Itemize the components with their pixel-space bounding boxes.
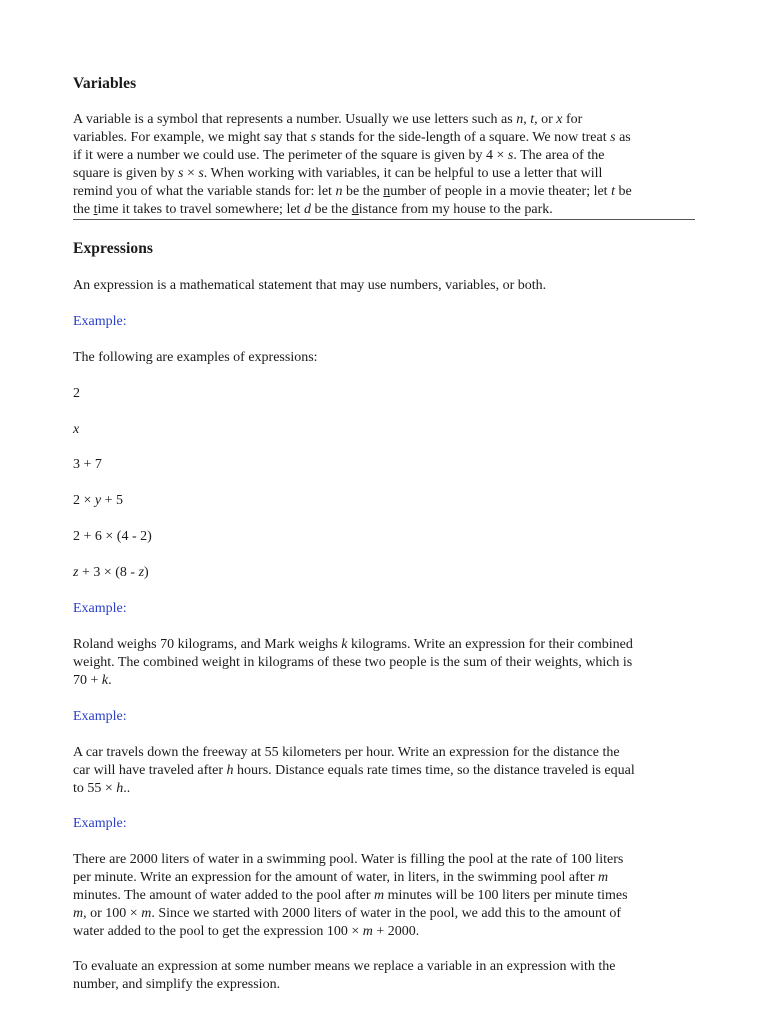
paragraph-line: m, or 100 × m. Since we started with 2000 liters of water in the pool, we add this to the amount of: [73, 906, 621, 921]
evaluate-paragraph: [73, 958, 695, 994]
paragraph-line: variables. For example, we might say that s stands for the side-length of a square. We now treat s as: [73, 130, 631, 145]
variables-heading: Variables: [73, 75, 137, 92]
examples-intro: The following are examples of expressions:: [73, 350, 318, 365]
example-label: Example:: [73, 709, 127, 724]
paragraph-line: car will have traveled after h hours. Distance equals rate times time, so the distance traveled is equal: [73, 763, 635, 778]
example-weight-paragraph: [73, 636, 695, 690]
expression-item: 3 + 7: [73, 457, 102, 472]
paragraph-line: A variable is a symbol that represents a number. Usually we use letters such as n, t, or x for: [73, 112, 583, 127]
paragraph-line: number, and simplify the expression.: [73, 977, 281, 992]
paragraph-line: minutes. The amount of water added to the pool after m minutes will be 100 liters per minute times: [73, 888, 628, 903]
paragraph-line: 70 + k.: [73, 673, 112, 688]
expression-item: z + 3 × (8 - z): [73, 565, 149, 580]
example-label: Example:: [73, 816, 127, 831]
paragraph-line: Roland weighs 70 kilograms, and Mark weighs k kilograms. Write an expression for their combined: [73, 637, 633, 652]
paragraph-line: There are 2000 liters of water in a swimming pool. Water is filling the pool at the rate of 100 liters: [73, 852, 624, 867]
paragraph-line: per minute. Write an expression for the amount of water, in liters, in the swimming pool after m: [73, 870, 609, 885]
expressions-intro: An expression is a mathematical statement that may use numbers, variables, or both.: [73, 278, 547, 293]
paragraph-line: to 55 × h..: [73, 781, 131, 796]
example-pool-paragraph: [73, 851, 695, 941]
paragraph-line: To evaluate an expression at some number means we replace a variable in an expression with the: [73, 959, 616, 974]
paragraph-line: if it were a number we could use. The perimeter of the square is given by 4 × s. The area of the: [73, 148, 605, 163]
example-label: Example:: [73, 314, 127, 329]
expression-item: x: [73, 422, 80, 437]
example-car-paragraph: [73, 744, 695, 798]
paragraph-line: the time it takes to travel somewhere; let d be the distance from my house to the park.: [73, 202, 553, 217]
paragraph-line: A car travels down the freeway at 55 kilometers per hour. Write an expression for the distance the: [73, 745, 620, 760]
variables-paragraph: [73, 111, 695, 219]
example-label: Example:: [73, 601, 127, 616]
paragraph-line: water added to the pool to get the expression 100 × m + 2000.: [73, 924, 420, 939]
expression-item: 2 × y + 5: [73, 493, 124, 508]
section-divider: [73, 219, 695, 220]
expression-item: 2 + 6 × (4 - 2): [73, 529, 152, 544]
expression-item: 2: [73, 386, 80, 401]
paragraph-line: square is given by s × s. When working with variables, it can be helpful to use a letter that will: [73, 166, 603, 181]
paragraph-line: weight. The combined weight in kilograms of these two people is the sum of their weights, which is: [73, 655, 633, 670]
paragraph-line: remind you of what the variable stands for: let n be the number of people in a movie theater; let t be: [73, 184, 632, 199]
expressions-heading: Expressions: [73, 240, 154, 257]
